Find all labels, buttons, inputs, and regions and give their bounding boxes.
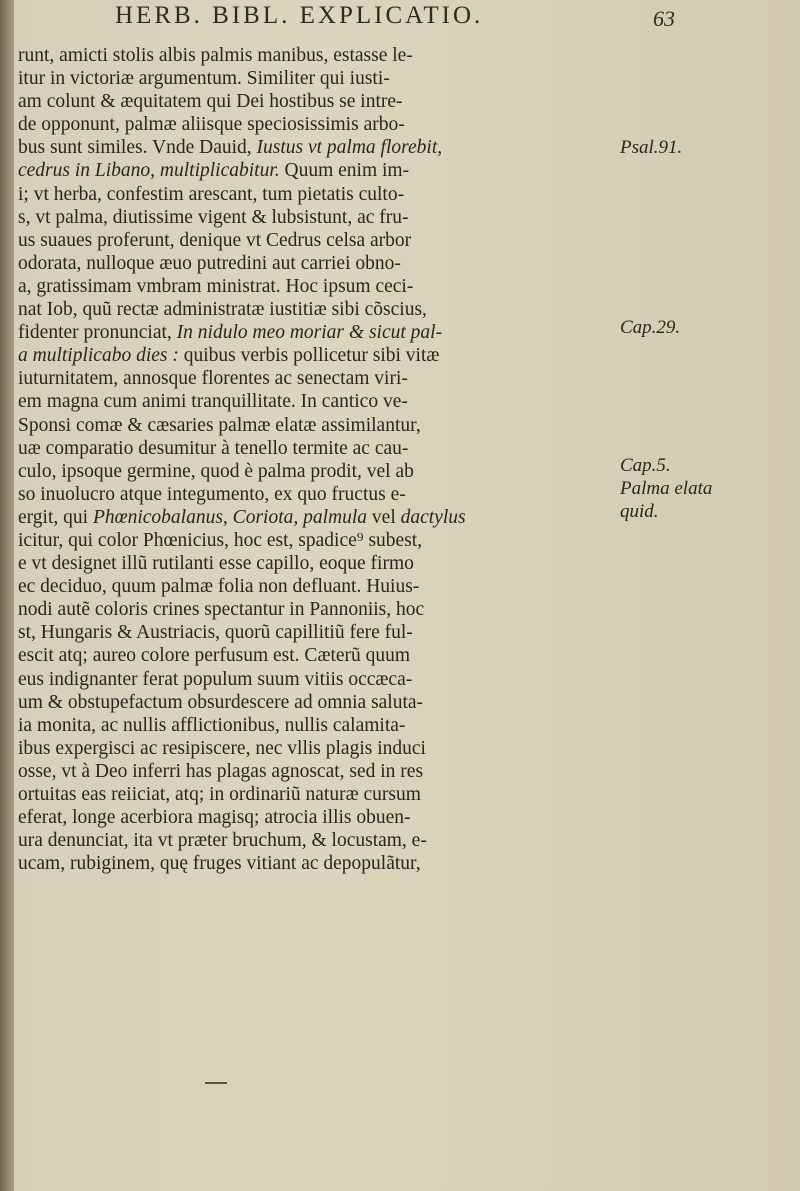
text-line (18, 390, 618, 413)
text-segment: ibus expergisci ac resipiscere, nec vllis plagis induci (18, 737, 426, 759)
text-line (18, 90, 618, 113)
text-segment: ortuitas eas reiiciat, atq; in ordinariũ naturæ cursum (18, 784, 421, 805)
text-segment: ergit, qui (18, 506, 93, 528)
text-segment: Sponsi comæ & cæsaries palmæ elatæ assimilantur, (18, 414, 421, 436)
text-segment: a, gratissimam vmbram ministrat. Hoc ipsum ceci- (18, 275, 414, 297)
text-segment: culo, ipsoque germine, quod è palma prodit, vel ab (18, 460, 414, 482)
text-line (18, 529, 618, 552)
body-text (18, 44, 618, 875)
text-line (18, 552, 618, 575)
text-segment: osse, vt à Deo inferri has plagas agnoscat, sed in res (18, 760, 424, 782)
text-line (18, 414, 618, 437)
text-line (18, 159, 618, 182)
text-segment: quibus verbis pollicetur sibi vitæ (178, 345, 440, 367)
text-segment: Quum enim im- (279, 160, 410, 182)
margin-note-chapter-5: Cap.5. (620, 455, 671, 476)
text-segment: ura denunciat, ita vt præter bruchum, & locustam, e- (18, 830, 427, 852)
text-segment: vel (367, 506, 401, 528)
text-line (18, 136, 618, 159)
text-segment: itur in victoriæ argumentum. Similiter qui iusti- (18, 68, 390, 90)
text-line (18, 783, 618, 806)
text-segment: bus sunt similes. Vnde Dauid, (18, 137, 257, 159)
running-head-title: HERB. BIBL. EXPLICATIO. (115, 2, 484, 29)
margin-note-quid: quid. (620, 501, 659, 522)
text-line (18, 806, 618, 829)
text-line (18, 644, 618, 667)
text-segment: i; vt herba, confestim arescant, tum pietatis culto- (18, 183, 405, 205)
text-segment: uæ comparatio desumitur à tenello termite ac cau- (18, 437, 409, 459)
text-line (18, 275, 618, 298)
text-segment: em magna cum animi tranquillitate. In cantico ve- (18, 391, 408, 413)
text-line (18, 321, 618, 344)
text-segment: ia monita, ac nullis afflictionibus, nullis calamita- (18, 714, 406, 736)
text-line (18, 575, 618, 598)
text-line (18, 183, 618, 206)
text-line (18, 229, 618, 252)
page-number: 63 (653, 6, 675, 31)
text-line (18, 668, 618, 691)
marginalia (610, 0, 790, 1191)
italic-segment: dactylus (400, 506, 466, 528)
italic-segment: cedrus in Libano, multiplicabitur. (18, 160, 280, 182)
text-line (18, 252, 618, 275)
margin-note-chapter-29: Cap.29. (620, 317, 681, 338)
text-line (18, 298, 618, 321)
text-segment: runt, amicti stolis albis palmis manibus, estasse le- (18, 45, 413, 66)
text-line (18, 737, 618, 760)
page-foot-mark (205, 1082, 227, 1084)
text-segment: fidenter pronunciat, (18, 322, 177, 344)
margin-note-psalm: Psal.91. (620, 137, 683, 158)
text-segment: ec deciduo, quum palmæ folia non defluant. Huius- (18, 576, 420, 598)
text-segment: s, vt palma, diutissime vigent & lubsistunt, ac fru- (18, 206, 409, 228)
text-line (18, 344, 618, 367)
text-line (18, 829, 618, 852)
text-segment: iuturnitatem, annosque florentes ac senectam viri- (18, 368, 408, 390)
italic-segment: a multiplicabo dies : (18, 345, 179, 367)
text-line (18, 437, 618, 460)
text-line (18, 67, 618, 90)
italic-segment: Iustus vt palma florebit, (256, 137, 443, 159)
text-segment: eus indignanter ferat populum suum vitiis occæca- (18, 668, 413, 690)
text-line (18, 760, 618, 783)
text-line (18, 44, 618, 67)
italic-segment: Phœnicobalanus, Coriota, palmula (92, 506, 368, 528)
text-segment: nodi autẽ coloris crines spectantur in Pannoniis, hoc (18, 599, 425, 621)
text-line (18, 852, 618, 875)
text-line (18, 460, 618, 483)
text-line (18, 367, 618, 390)
text-line (18, 113, 618, 136)
text-line (18, 483, 618, 506)
text-segment: nat Iob, quũ rectæ administratæ iustitiæ sibi cõscius, (18, 299, 427, 321)
text-line (18, 714, 618, 737)
running-head (115, 2, 675, 40)
text-segment: de opponunt, palmæ aliisque speciosissimis arbo- (18, 114, 405, 136)
text-segment: am colunt & æquitatem qui Dei hostibus se intre- (18, 91, 403, 113)
text-segment: st, Hungaris & Austriacis, quorũ capillitiũ fere ful- (18, 622, 413, 644)
text-line (18, 621, 618, 644)
text-segment: eferat, longe acerbiora magisq; atrocia illis obuen- (18, 807, 411, 829)
text-segment: odorata, nulloque æuo putredini aut carriei obno- (18, 252, 401, 274)
text-segment: ucam, rubiginem, quę fruges vitiant ac depopulãtur, (18, 853, 421, 875)
text-line (18, 206, 618, 229)
text-line (18, 691, 618, 714)
book-gutter (0, 0, 14, 1191)
text-segment: so inuolucro atque integumento, ex quo fructus e- (18, 483, 406, 505)
margin-note-palma-elata: Palma elata (620, 478, 713, 499)
text-line (18, 506, 618, 529)
italic-segment: In nidulo meo moriar & sicut pal- (176, 322, 443, 344)
text-segment: e vt designet illũ rutilanti esse capillo, eoque firmo (18, 553, 414, 575)
text-segment: escit atq; aureo colore perfusum est. Cæterũ quum (18, 645, 411, 667)
text-segment: icitur, qui color Phœnicius, hoc est, spadice⁹ subest, (18, 529, 423, 551)
text-segment: um & obstupefactum obsurdescere ad omnia saluta- (18, 691, 424, 713)
text-line (18, 598, 618, 621)
text-segment: us suaues proferunt, denique vt Cedrus celsa arbor (18, 229, 412, 251)
